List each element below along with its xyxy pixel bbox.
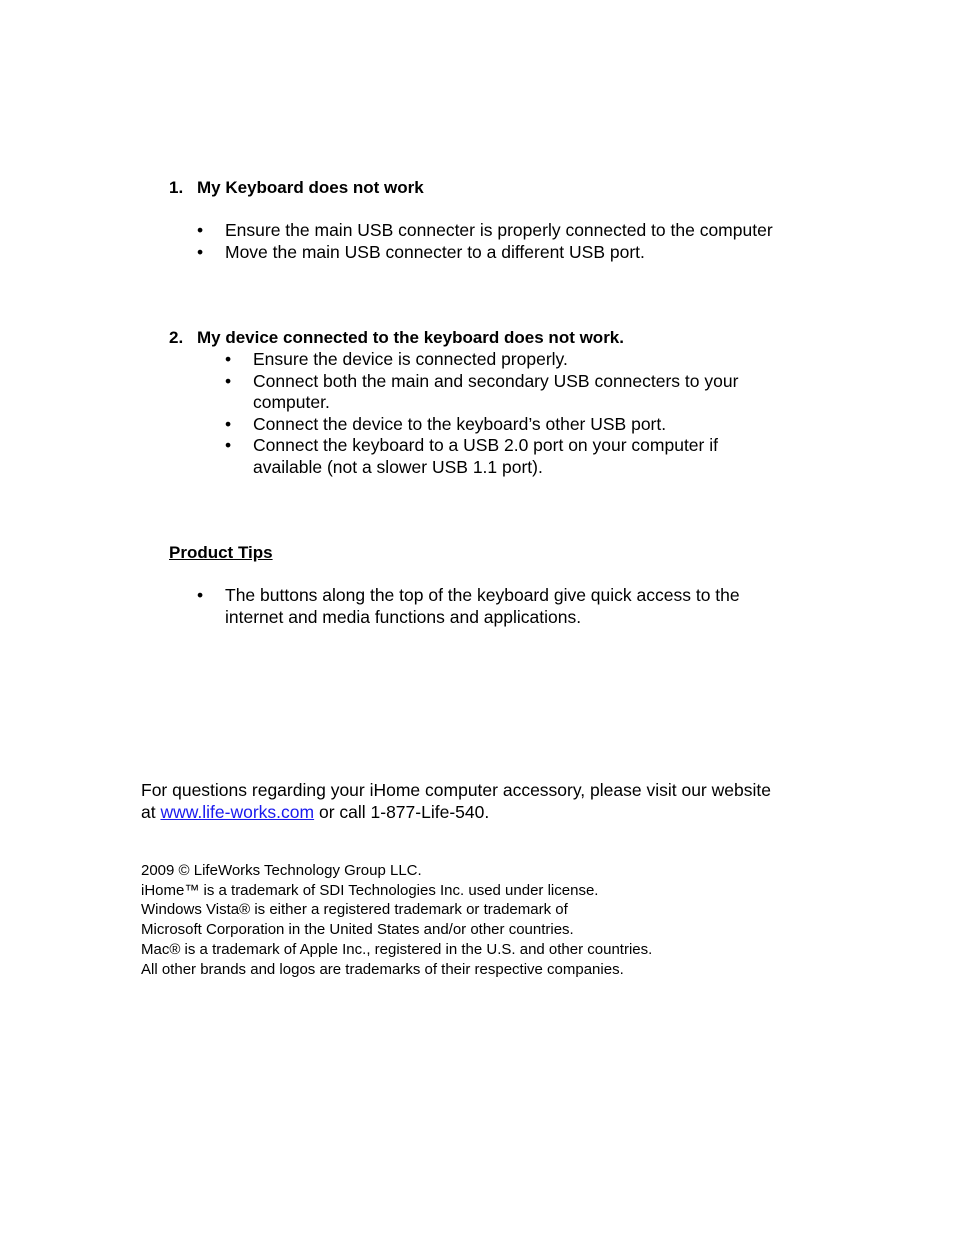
list-item bbox=[197, 220, 837, 242]
section-2-bullet-list bbox=[225, 349, 785, 478]
website-link[interactable]: www.life-works.com bbox=[160, 802, 315, 822]
legal-line: Microsoft Corporation in the United States and/or other countries. bbox=[141, 921, 574, 939]
bullet-icon: • bbox=[225, 413, 232, 434]
section-1-heading bbox=[169, 177, 424, 199]
legal-notice bbox=[141, 861, 821, 979]
section-2-number: 2. bbox=[169, 328, 184, 347]
bullet-icon: • bbox=[225, 349, 232, 369]
legal-line: 2009 © LifeWorks Technology Group LLC. bbox=[141, 862, 422, 879]
legal-line: Mac® is a trademark of Apple Inc., registered in the U.S. and other countries. bbox=[141, 940, 653, 958]
list-item bbox=[225, 349, 785, 371]
bullet-icon: • bbox=[225, 370, 232, 391]
legal-line: iHome™ is a trademark of SDI Technologies Inc. used under license. bbox=[141, 881, 599, 899]
list-item-text: Connect the device to the keyboard’s other USB port. bbox=[253, 413, 667, 434]
section-1-number: 1. bbox=[169, 178, 184, 197]
contact-text-after: or call 1-877-Life-540. bbox=[314, 802, 490, 822]
contact-text-before: For questions regarding your iHome computer accessory, please visit our website at bbox=[141, 780, 771, 822]
list-item-text: Ensure the main USB connecter is properly connected to the computer bbox=[225, 220, 773, 240]
list-item bbox=[225, 371, 785, 414]
list-item bbox=[225, 435, 785, 478]
list-item-text: Connect the keyboard to a USB 2.0 port on your computer if available (not a slower USB 1.1 port). bbox=[253, 435, 718, 477]
bullet-icon: • bbox=[197, 585, 204, 605]
legal-line: All other brands and logos are trademarks of their respective companies. bbox=[141, 960, 624, 978]
list-item-text: Move the main USB connecter to a different USB port. bbox=[225, 241, 645, 262]
legal-line: Windows Vista® is either a registered trademark or trademark of bbox=[141, 901, 568, 919]
list-item-text: Ensure the device is connected properly. bbox=[253, 349, 568, 369]
list-item-text: The buttons along the top of the keyboard give quick access to the internet and media functions and applications. bbox=[225, 585, 740, 627]
product-tips-bullet-list bbox=[197, 585, 797, 628]
section-2-title: My device connected to the keyboard does not work. bbox=[197, 328, 624, 347]
list-item bbox=[197, 585, 797, 628]
list-item bbox=[197, 242, 837, 264]
contact-paragraph bbox=[141, 779, 781, 823]
section-1-bullet-list bbox=[197, 220, 837, 263]
list-item bbox=[225, 414, 785, 436]
bullet-icon: • bbox=[225, 435, 232, 455]
product-tips-heading: Product Tips bbox=[169, 543, 273, 562]
section-2-heading bbox=[169, 327, 624, 349]
list-item-text: Connect both the main and secondary USB connecters to your computer. bbox=[253, 370, 739, 412]
bullet-icon: • bbox=[197, 220, 204, 240]
bullet-icon: • bbox=[197, 241, 204, 262]
section-1-title: My Keyboard does not work bbox=[197, 178, 424, 197]
